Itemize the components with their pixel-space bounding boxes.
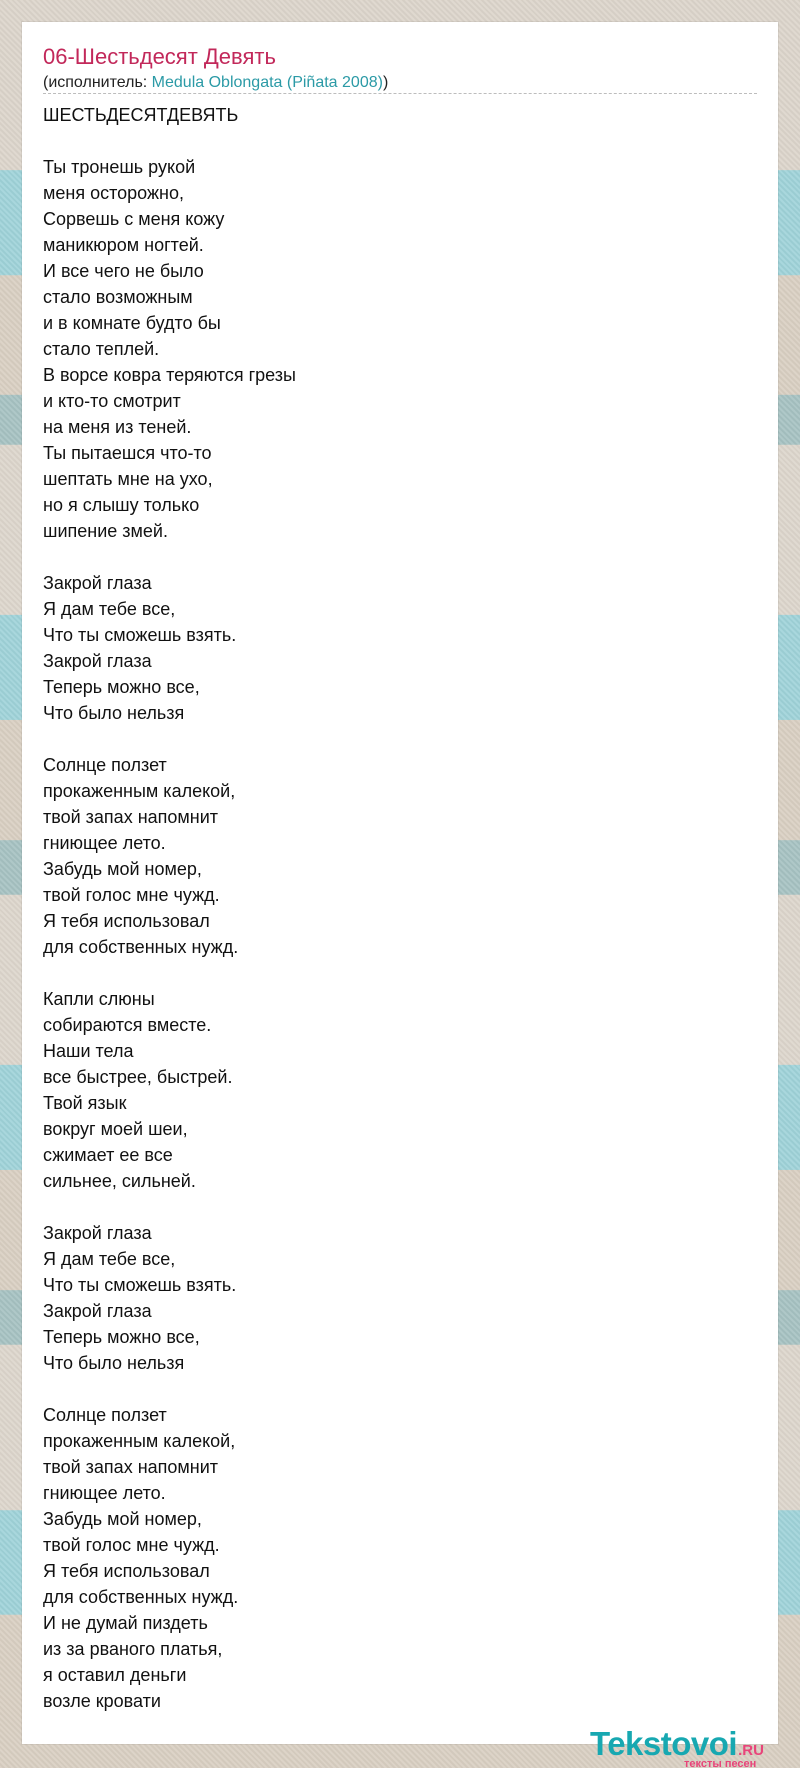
lyrics-stanza [43, 102, 743, 128]
logo-tagline: тексты песен [684, 1758, 757, 1768]
lyrics-line: гниющее лето. [43, 833, 166, 853]
lyrics-line: ШЕСТЬДЕСЯТДЕВЯТЬ [43, 105, 239, 125]
lyrics-line: Забудь мой номер, [43, 1509, 202, 1529]
lyrics-line: Что было нельзя [43, 1353, 185, 1373]
song-title: 06-Шестьдесят Девять [43, 44, 276, 69]
lyrics-line: И все чего не было [43, 261, 204, 281]
lyrics-line: для собственных нужд. [43, 1587, 239, 1607]
lyrics-line: Я тебя использовал [43, 1561, 210, 1581]
dashed-divider [43, 93, 757, 94]
lyrics-line: я оставил деньги [43, 1665, 187, 1685]
lyrics-line: твой голос мне чужд. [43, 1535, 220, 1555]
lyrics-stanza [43, 752, 743, 960]
lyrics-line: для собственных нужд. [43, 937, 239, 957]
lyrics-card [22, 22, 778, 1768]
lyrics-line: Твой язык [43, 1093, 127, 1113]
lyrics-line: Теперь можно все, [43, 1327, 200, 1347]
lyrics-stanza [43, 1402, 743, 1714]
lyrics-line: Что было нельзя [43, 703, 185, 723]
lyrics-body [43, 102, 743, 1714]
lyrics-line: Ты тронешь рукой [43, 157, 196, 177]
lyrics-line: шипение змей. [43, 521, 168, 541]
lyrics-line: И не думай пиздеть [43, 1613, 208, 1633]
artist-line [43, 74, 388, 92]
lyrics-line: на меня из теней. [43, 417, 192, 437]
lyrics-line: из за рваного платья, [43, 1639, 223, 1659]
lyrics-line: Я дам тебе все, [43, 1249, 176, 1269]
lyrics-line: меня осторожно, [43, 183, 184, 203]
lyrics-line: собираются вместе. [43, 1015, 212, 1035]
lyrics-line: стало теплей. [43, 339, 160, 359]
lyrics-line: Закрой глаза [43, 1223, 152, 1243]
lyrics-line: Закрой глаза [43, 573, 152, 593]
lyrics-stanza [43, 154, 743, 544]
lyrics-line: все быстрее, быстрей. [43, 1067, 233, 1087]
lyrics-stanza [43, 1220, 743, 1376]
lyrics-stanza [43, 986, 743, 1194]
lyrics-line: Забудь мой номер, [43, 859, 202, 879]
lyrics-line: Теперь можно все, [43, 677, 200, 697]
lyrics-line: твой голос мне чужд. [43, 885, 220, 905]
lyrics-line: Я тебя использовал [43, 911, 210, 931]
lyrics-line: гниющее лето. [43, 1483, 166, 1503]
logo-name: Tekstovoi [590, 1725, 738, 1762]
lyrics-line: Что ты сможешь взять. [43, 1275, 237, 1295]
lyrics-line: прокаженным калекой, [43, 781, 236, 801]
lyrics-stanza [43, 570, 743, 726]
lyrics-line: твой запах напомнит [43, 807, 219, 827]
lyrics-line: возле кровати [43, 1691, 161, 1711]
logo-tld: .RU [738, 1742, 764, 1759]
lyrics-line: твой запах напомнит [43, 1457, 219, 1477]
lyrics-line: Закрой глаза [43, 651, 152, 671]
artist-suffix: ) [382, 74, 389, 91]
lyrics-line: прокаженным калекой, [43, 1431, 236, 1451]
lyrics-line: и кто-то смотрит [43, 391, 181, 411]
lyrics-line: шептать мне на ухо, [43, 469, 213, 489]
lyrics-line: вокруг моей шеи, [43, 1119, 188, 1139]
site-logo[interactable] [590, 1727, 800, 1767]
lyrics-line: Закрой глаза [43, 1301, 152, 1321]
lyrics-line: Капли слюны [43, 989, 155, 1009]
lyrics-line: маникюром ногтей. [43, 235, 204, 255]
lyrics-line: стало возможным [43, 287, 193, 307]
lyrics-line: Сорвешь с меня кожу [43, 209, 225, 229]
lyrics-line: Солнце ползет [43, 1405, 167, 1425]
lyrics-line: Наши тела [43, 1041, 134, 1061]
lyrics-line: Я дам тебе все, [43, 599, 176, 619]
lyrics-line: и в комнате будто бы [43, 313, 221, 333]
lyrics-line: Солнце ползет [43, 755, 167, 775]
lyrics-line: Что ты сможешь взять. [43, 625, 237, 645]
lyrics-line: сжимает ее все [43, 1145, 173, 1165]
lyrics-line: В ворсе ковра теряются грезы [43, 365, 296, 385]
lyrics-line: Ты пытаешся что-то [43, 443, 212, 463]
lyrics-line: но я слышу только [43, 495, 200, 515]
artist-link[interactable]: Medula Oblongata (Piñata 2008) [151, 74, 383, 91]
artist-prefix: (исполнитель: [43, 74, 152, 91]
lyrics-line: сильнее, сильней. [43, 1171, 196, 1191]
